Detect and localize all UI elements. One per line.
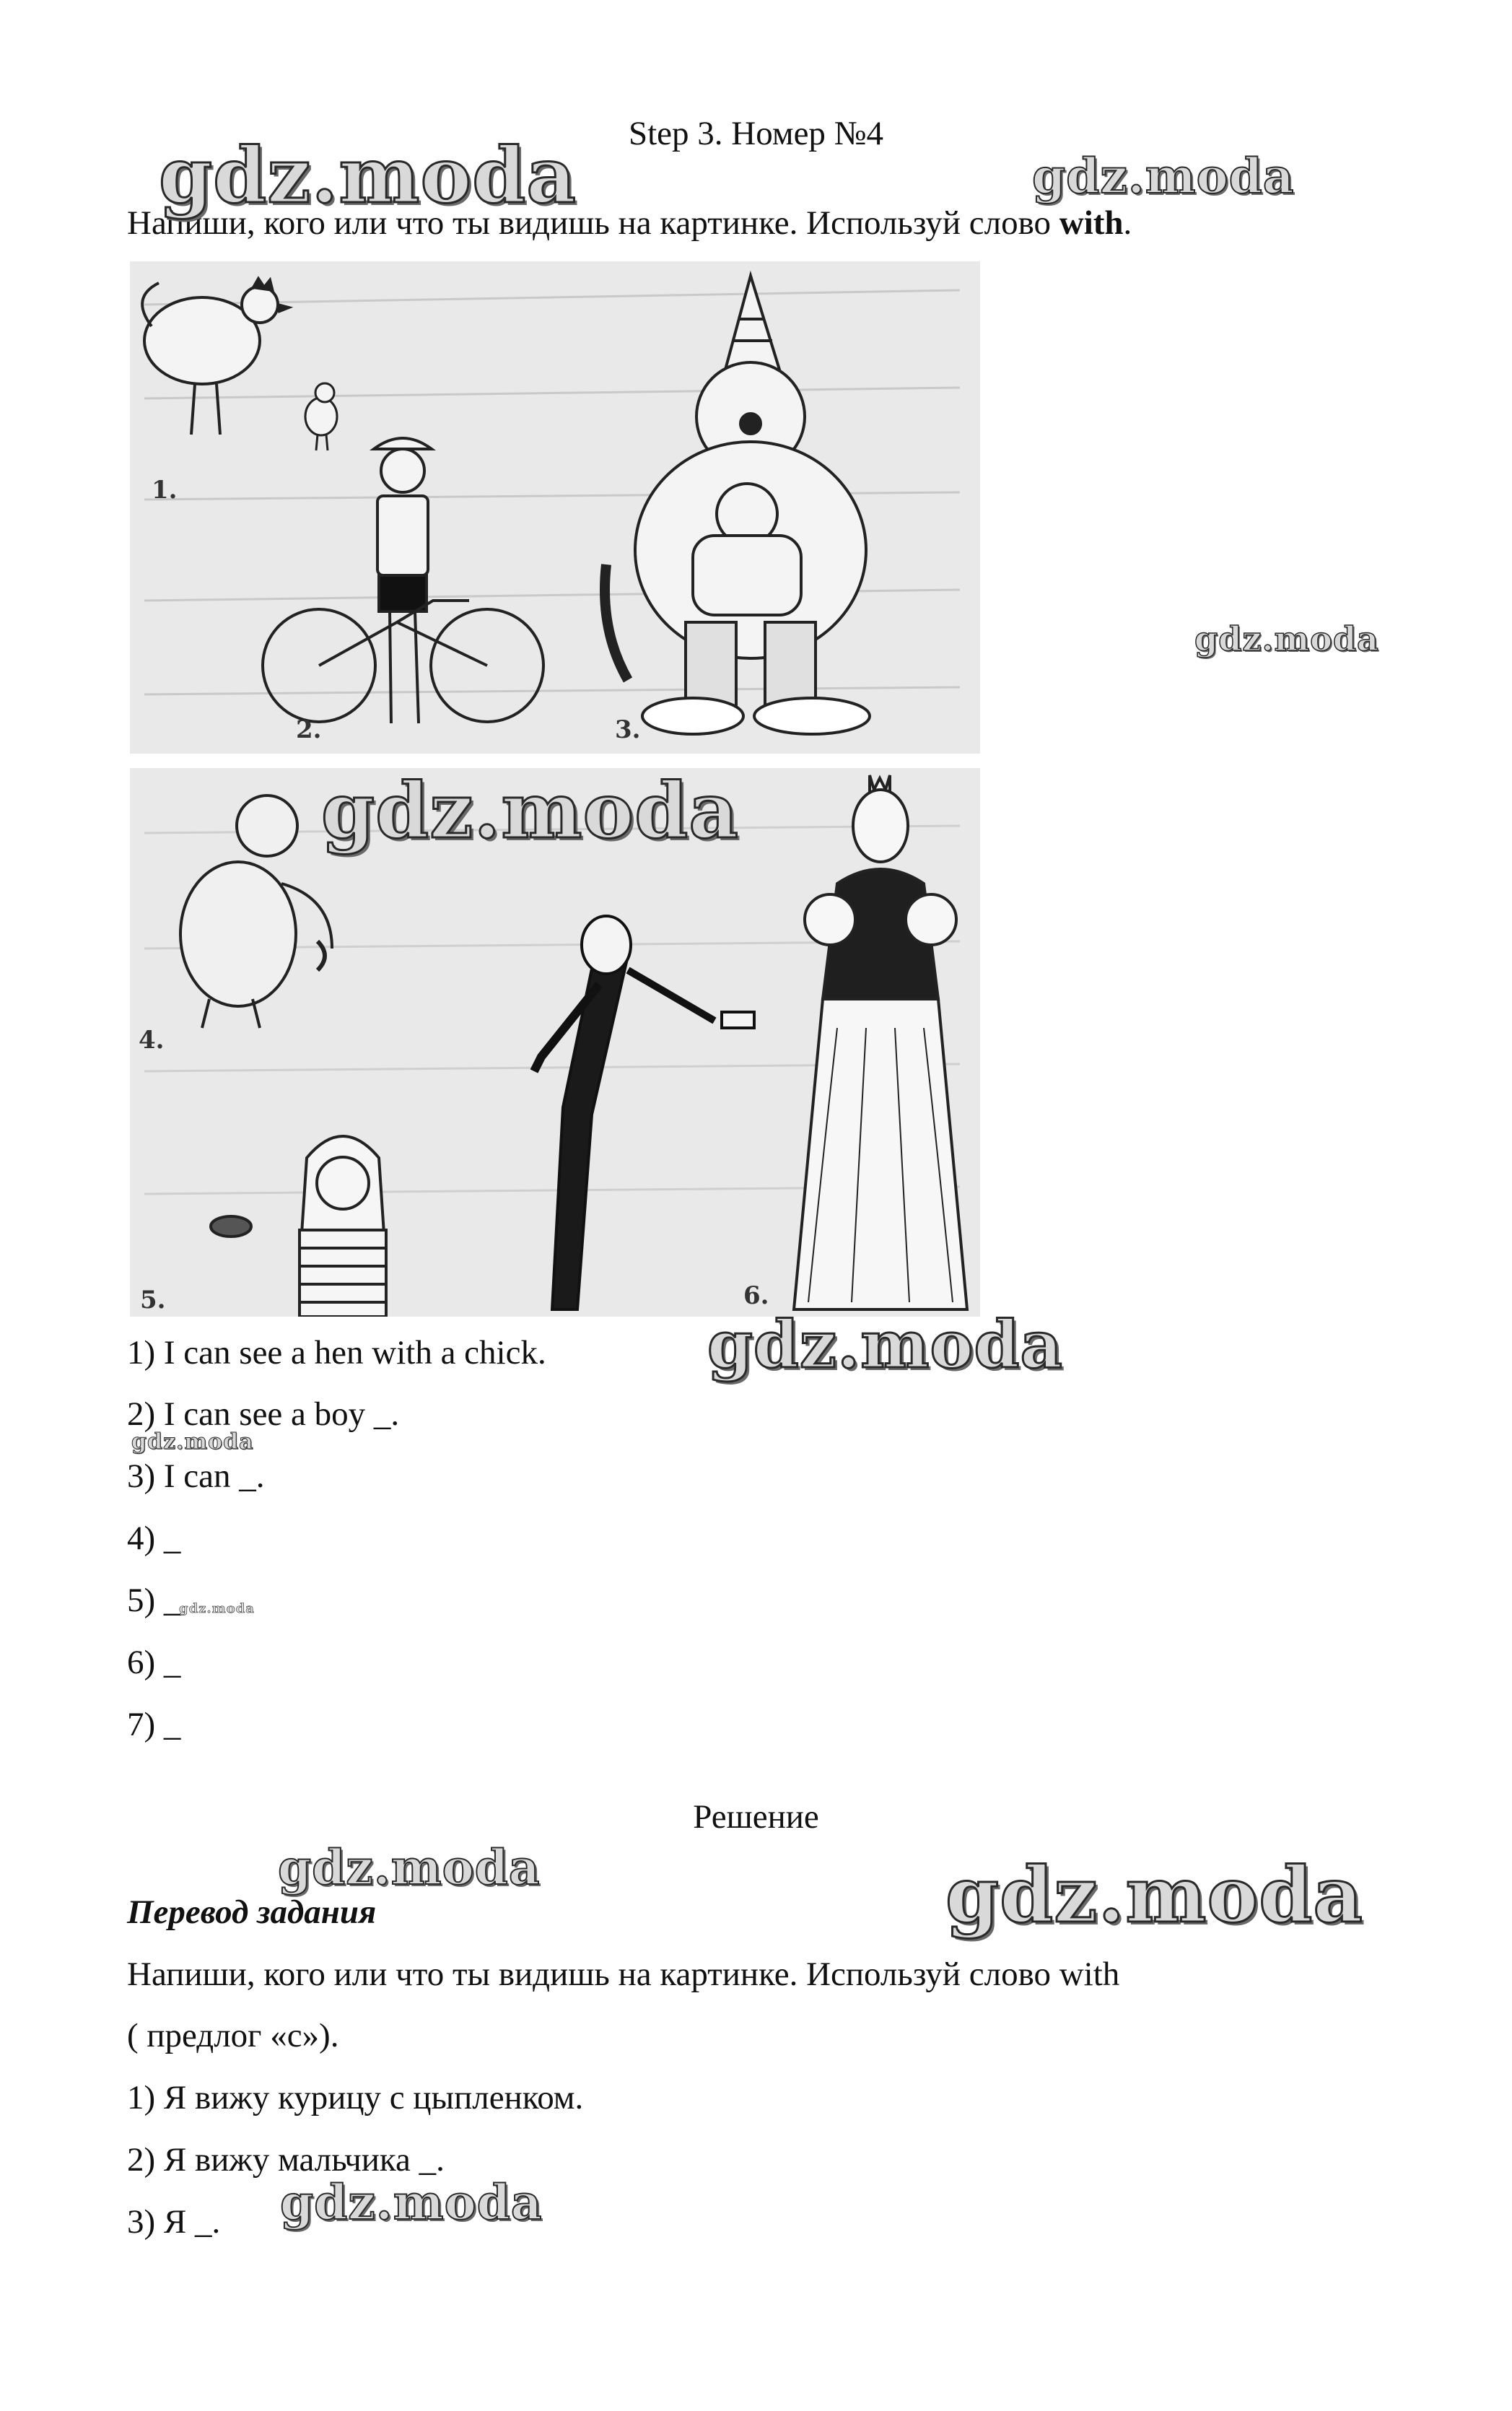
- watermark: gdz.moda: [159, 130, 577, 220]
- task-instruction-text: Напиши, кого или что ты видишь на картинке. Используй слово: [127, 204, 1059, 242]
- exercise-item-1: 1) I can see a hen with a chick.: [127, 1334, 546, 1372]
- solution-item-2: 2) Я вижу мальчика _.: [127, 2141, 445, 2179]
- picture-label-2: 2.: [296, 715, 322, 744]
- solution-item-1: 1) Я вижу курицу с цыпленком.: [127, 2079, 584, 2116]
- watermark: gdz.moda: [131, 1429, 254, 1455]
- exercise-item-4: 4) _: [127, 1520, 181, 1557]
- watermark: gdz.moda: [707, 1307, 1063, 1383]
- picture-label-3: 3.: [615, 715, 641, 744]
- task-period: .: [1123, 204, 1132, 242]
- chick-icon: [305, 383, 337, 450]
- watermark: gdz.moda: [1194, 619, 1379, 658]
- picture-label-6: 6.: [743, 1281, 769, 1310]
- exercise-item-6: 6) _: [127, 1644, 181, 1681]
- watermark: gdz.moda: [945, 1849, 1363, 1940]
- solution-heading: Решение: [693, 1798, 819, 1836]
- watermark: gdz.moda: [179, 1601, 255, 1616]
- watermark: gdz.moda: [321, 765, 739, 855]
- page-title: Step 3. Номер №4: [628, 115, 884, 152]
- exercise-item-3: 3) I can _.: [127, 1457, 265, 1495]
- boy-with-bicycle-icon: [263, 438, 543, 723]
- hen-icon: [142, 279, 289, 435]
- task-keyword: with: [1059, 204, 1124, 242]
- picture-label-5: 5.: [140, 1286, 166, 1315]
- watermark: gdz.moda: [280, 2174, 543, 2231]
- girl-with-cake-icon: [211, 1136, 386, 1317]
- solution-item-3: 3) Я _.: [127, 2203, 221, 2241]
- translation-heading: Перевод задания: [127, 1893, 377, 1931]
- picture-top-svg: [130, 261, 980, 754]
- exercise-item-5: 5) _: [127, 1582, 181, 1619]
- princess-icon: [794, 775, 967, 1309]
- picture-label-4: 4.: [139, 1026, 165, 1055]
- exercise-picture-top: [130, 261, 980, 754]
- clown-with-cat-icon: [605, 276, 870, 734]
- watermark: gdz.moda: [278, 1839, 541, 1896]
- picture-label-1: 1.: [152, 476, 178, 505]
- translation-line-2: ( предлог «с»).: [127, 2017, 339, 2054]
- exercise-item-2: 2) I can see a boy _.: [127, 1395, 400, 1433]
- exercise-item-7: 7) _: [127, 1706, 181, 1743]
- translation-line-1: Напиши, кого или что ты видишь на картинке. Используй слово with: [127, 1956, 1120, 1993]
- monkey-with-banana-icon: [180, 795, 332, 1028]
- watermark: gdz.moda: [1032, 148, 1295, 204]
- man-bowing-icon: [534, 916, 754, 1309]
